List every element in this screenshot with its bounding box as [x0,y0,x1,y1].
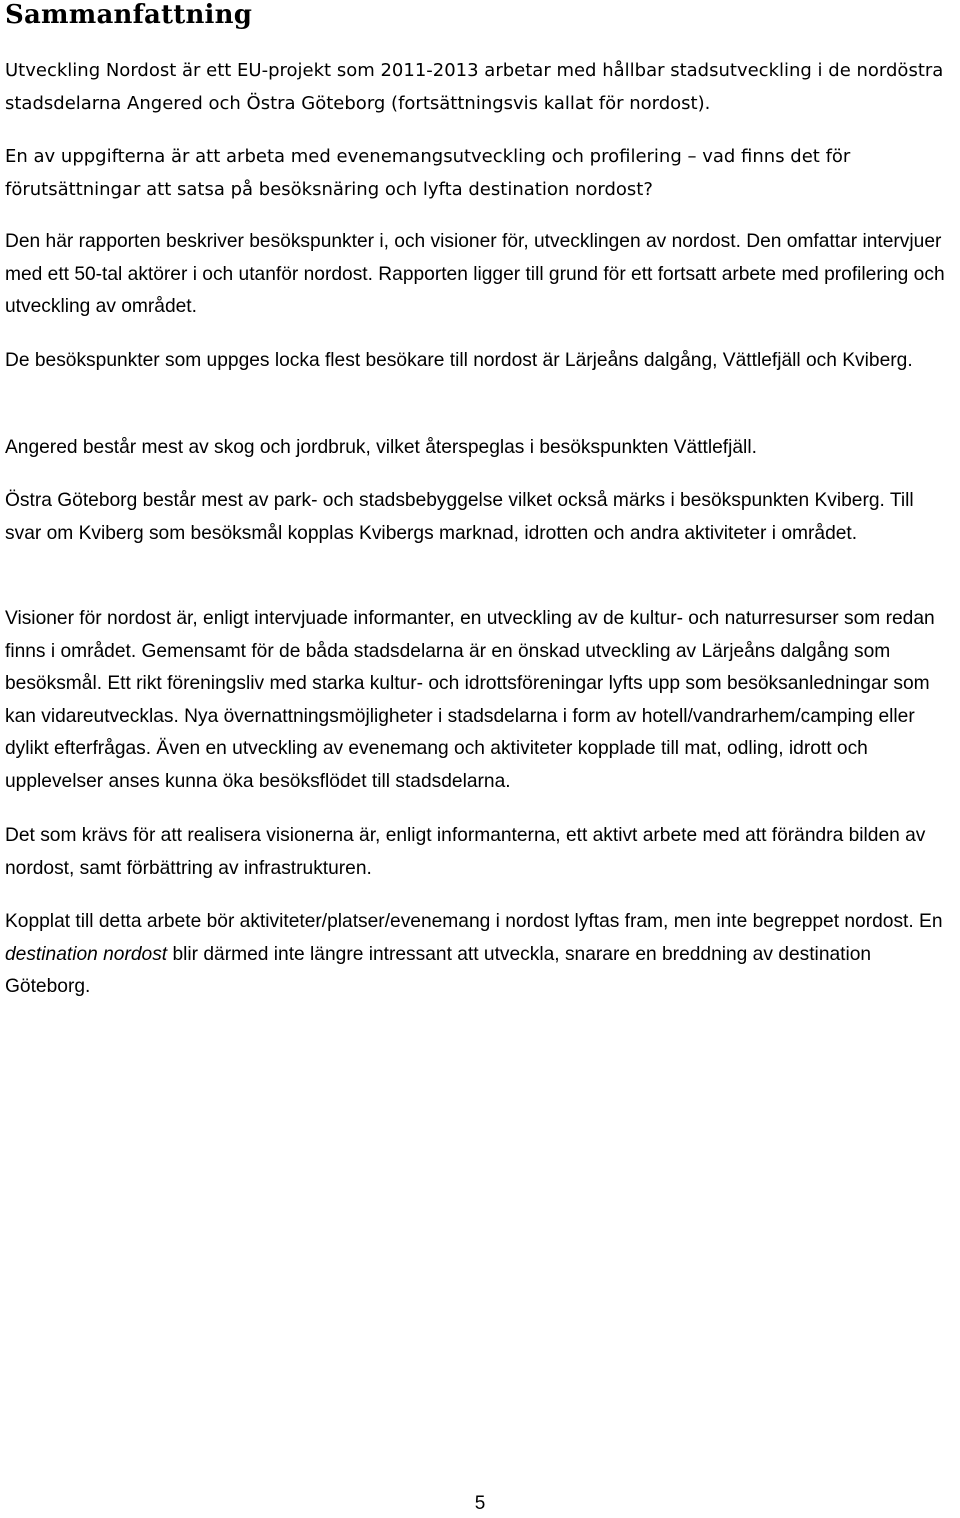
paragraph-visitpoints: De besökspunkter som uppges locka flest besökare till nordost är Lärjeåns dalgång, Vättlefjäll och Kviberg. [5,350,913,371]
paragraph-ostra-goteborg: Östra Göteborg består mest av park- och stadsbebyggelse vilket också märks i besökspunkten Kviberg. Till svar om Kviberg som besöksmål kopplas Kvibergs marknad, idrotten och andra aktiviteter i området. [5,490,914,544]
conclusion-emphasis: destination nordost [5,943,168,965]
paragraph-conclusion [5,906,953,1004]
paragraph-report: Den här rapporten beskriver besökspunkter i, och visioner för, utvecklingen av nordost. Den omfattar intervjuer med ett 50-tal aktörer i och utanför nordost. Rapporten ligger till grund för ett fortsatt arbete med profilering och utveckling av området. [5,231,945,317]
page-number: 5 [474,1493,486,1514]
conclusion-text-end: blir därmed inte längre intressant att utveckla, snarare en breddning av destination Göteborg. [5,943,872,997]
page-title: Sammanfattning [5,0,253,30]
conclusion-text-start: Kopplat till detta arbete bör aktiviteter/platser/evenemang i nordost lyftas fram, men inte begreppet nordost. En [5,911,943,932]
paragraph-angered: Angered består mest av skog och jordbruk, vilket återspeglas i besökspunkten Vättlefjäll. [5,437,757,458]
paragraph-requirements: Det som krävs för att realisera visionerna är, enligt informanterna, ett aktivt arbete med att förändra bilden av nordost, samt förbättring av infrastrukturen. [5,825,926,879]
paragraph-task: En av uppgifterna är att arbeta med evenemangsutveckling och profilering – vad finns det för förutsättningar att satsa på besöksnäring och lyfta destination nordost? [5,146,851,200]
paragraph-visions: Visioner för nordost är, enligt intervjuade informanter, en utveckling av de kultur- och naturresurser som redan finns i området. Gemensamt för de båda stadsdelarna är en önskad utveckling av Lärjeåns dalgång som besöksmål. Ett rikt föreningsliv med starka kultur- och idrottsföreningar lyfts upp som besöksanledningar som kan vidareutvecklas. Nya övernattningsmöjligheter i stadsdelarna i form av hotell/vandrarhem/camping eller dylikt efterfrågas. Även en utveckling av evenemang och aktiviteter kopplade till mat, odling, idrott och upplevelser anses kunna öka besöksflödet till stadsdelarna. [5,608,935,792]
paragraph-intro: Utveckling Nordost är ett EU-projekt som 2011-2013 arbetar med hållbar stadsutveckling i de nordöstra stadsdelarna Angered och Östra Göteborg (fortsättningsvis kallat för nordost). [5,60,944,114]
document-page [5,0,953,997]
